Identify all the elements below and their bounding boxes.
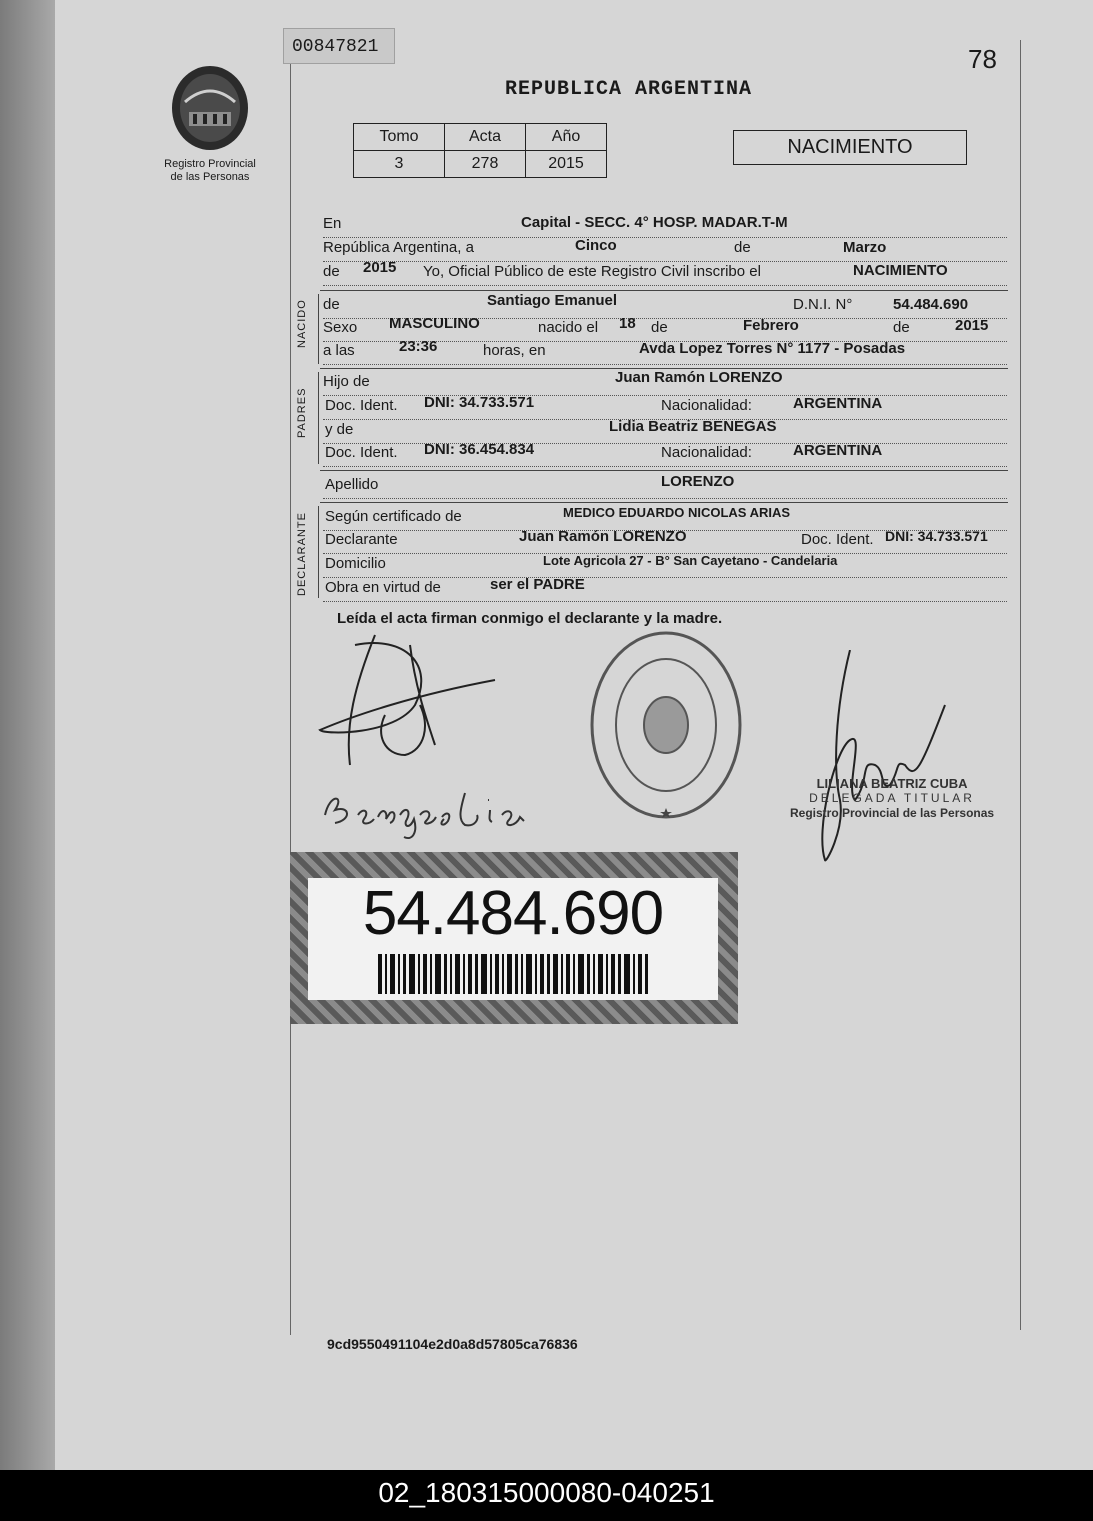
file-id-bar: 02_180315000080-040251	[0, 1470, 1093, 1521]
label-en: En	[323, 215, 342, 232]
value-birth-month: Febrero	[743, 317, 799, 334]
row-republica	[323, 239, 1007, 262]
value-domicilio: Lote Agricola 27 - B° San Cayetano - Candelaria	[543, 553, 838, 568]
nacido-section-label: NACIDO	[296, 299, 308, 348]
value-obra: ser el PADRE	[490, 576, 585, 593]
row-hora	[323, 338, 1007, 365]
label-nacido-el: nacido el	[538, 319, 599, 336]
value-father-doc: DNI: 34.733.571	[424, 394, 535, 411]
barcode-label	[290, 852, 738, 1024]
value-time: 23:36	[399, 338, 438, 355]
right-margin-line	[1020, 40, 1021, 1330]
rule-padres	[320, 470, 1008, 471]
value-month: Marzo	[843, 239, 887, 256]
value-certificado: MEDICO EDUARDO NICOLAS ARIAS	[563, 505, 791, 520]
logo-caption: Registro Provincial de las Personas	[164, 158, 256, 183]
declarante-section-label: DECLARANTE	[296, 512, 308, 596]
label-de: de	[734, 239, 751, 256]
leida-statement: Leída el acta firman conmigo el declarante y la madre.	[337, 610, 723, 627]
label-hijo: Hijo de	[323, 373, 370, 390]
label-de-name: de	[323, 296, 340, 313]
value-year: 2015	[363, 259, 397, 276]
value-father: Juan Ramón LORENZO	[615, 369, 783, 386]
label-nacionalidad-mother: Nacionalidad:	[661, 444, 752, 461]
value-declarante-doc: DNI: 34.733.571	[885, 528, 988, 544]
label-obra: Obra en virtud de	[325, 579, 441, 596]
row-mother-doc	[323, 441, 1007, 467]
value-father-nat: ARGENTINA	[793, 395, 883, 412]
row-domicilio	[323, 555, 1007, 578]
value-birth-year: 2015	[955, 317, 989, 334]
value-sexo: MASCULINO	[389, 315, 480, 332]
value-child-name: Santiago Emanuel	[487, 292, 618, 309]
value-place: Capital - SECC. 4° HOSP. MADAR.T-M	[521, 214, 788, 231]
left-margin-line	[290, 30, 291, 1335]
label-de-birth-year: de	[893, 319, 910, 336]
value-acta: 278	[445, 151, 526, 178]
value-apellido: LORENZO	[661, 473, 735, 490]
official-role: DELEGADA TITULAR	[809, 791, 975, 805]
label-de-birth: de	[651, 319, 668, 336]
label-doc-mother: Doc. Ident.	[325, 444, 398, 461]
label-sexo: Sexo	[323, 319, 358, 336]
label-a-las: a las	[323, 342, 355, 359]
row-hijo	[323, 369, 1007, 396]
declarante-vline	[318, 506, 319, 598]
barcode-inner	[308, 878, 718, 1000]
header-acta: Acta	[445, 124, 526, 151]
barcode-number: 54.484.690	[362, 879, 664, 948]
label-de-year: de	[323, 263, 340, 280]
padres-vline	[318, 372, 319, 464]
label-apellido: Apellido	[325, 476, 379, 493]
label-domicilio: Domicilio	[325, 555, 386, 572]
official-office: Registro Provincial de las Personas	[790, 806, 995, 820]
page-number: 78	[968, 44, 997, 74]
nacido-vline	[318, 294, 319, 364]
label-nacionalidad-father: Nacionalidad:	[661, 397, 752, 414]
record-type-box: NACIMIENTO	[733, 130, 967, 165]
document-title: REPUBLICA ARGENTINA	[505, 78, 753, 101]
official-block	[790, 776, 994, 821]
value-mother-nat: ARGENTINA	[793, 442, 883, 459]
label-doc-declarante: Doc. Ident.	[801, 531, 874, 548]
rule-apellido	[320, 502, 1008, 503]
serial-number: 00847821	[283, 28, 395, 64]
registry-logo	[150, 62, 270, 192]
label-y-de: y de	[325, 421, 354, 438]
provincial-seal-icon	[167, 62, 253, 154]
row-year	[323, 259, 1007, 286]
label-certificado: Según certificado de	[325, 508, 462, 525]
label-declarante: Declarante	[325, 531, 398, 548]
value-birth-day: 18	[619, 315, 636, 332]
rule-intro	[320, 290, 1008, 291]
value-record: NACIMIENTO	[853, 262, 948, 279]
value-declarante: Juan Ramón LORENZO	[519, 528, 687, 545]
row-en	[323, 215, 1007, 238]
padres-section-label: PADRES	[296, 387, 308, 438]
mother-signature	[320, 785, 535, 840]
row-declarante	[323, 528, 1007, 554]
official-signature-icon	[805, 650, 965, 870]
value-ano: 2015	[526, 151, 607, 178]
value-day: Cinco	[575, 237, 617, 254]
declarant-signature-icon	[315, 625, 505, 775]
label-inscribo: Yo, Oficial Público de este Registro Civil inscribo el	[423, 263, 761, 280]
value-mother: Lidia Beatriz BENEGAS	[609, 418, 777, 435]
document-hash: 9cd9550491104e2d0a8d57805ca76836	[327, 1336, 578, 1352]
row-father-doc	[323, 394, 1007, 420]
value-mother-doc: DNI: 36.454.834	[424, 441, 535, 458]
header-ano: Año	[526, 124, 607, 151]
official-stamp-icon	[586, 630, 746, 830]
barcode-icon	[378, 954, 648, 994]
paper-edge	[0, 0, 55, 1470]
value-birth-place: Avda Lopez Torres N° 1177 - Posadas	[639, 340, 906, 357]
row-apellido	[323, 473, 1007, 499]
official-name: LILIANA BEATRIZ CUBA	[816, 776, 968, 791]
label-horas: horas, en	[483, 342, 546, 359]
value-tomo: 3	[354, 151, 445, 178]
header-tomo: Tomo	[354, 124, 445, 151]
row-obra	[323, 576, 1007, 602]
value-child-dni: 54.484.690	[893, 296, 969, 313]
label-dni: D.N.I. N°	[793, 296, 853, 313]
label-republica: República Argentina, a	[323, 239, 474, 256]
registry-table	[353, 123, 607, 178]
label-doc-father: Doc. Ident.	[325, 397, 398, 414]
